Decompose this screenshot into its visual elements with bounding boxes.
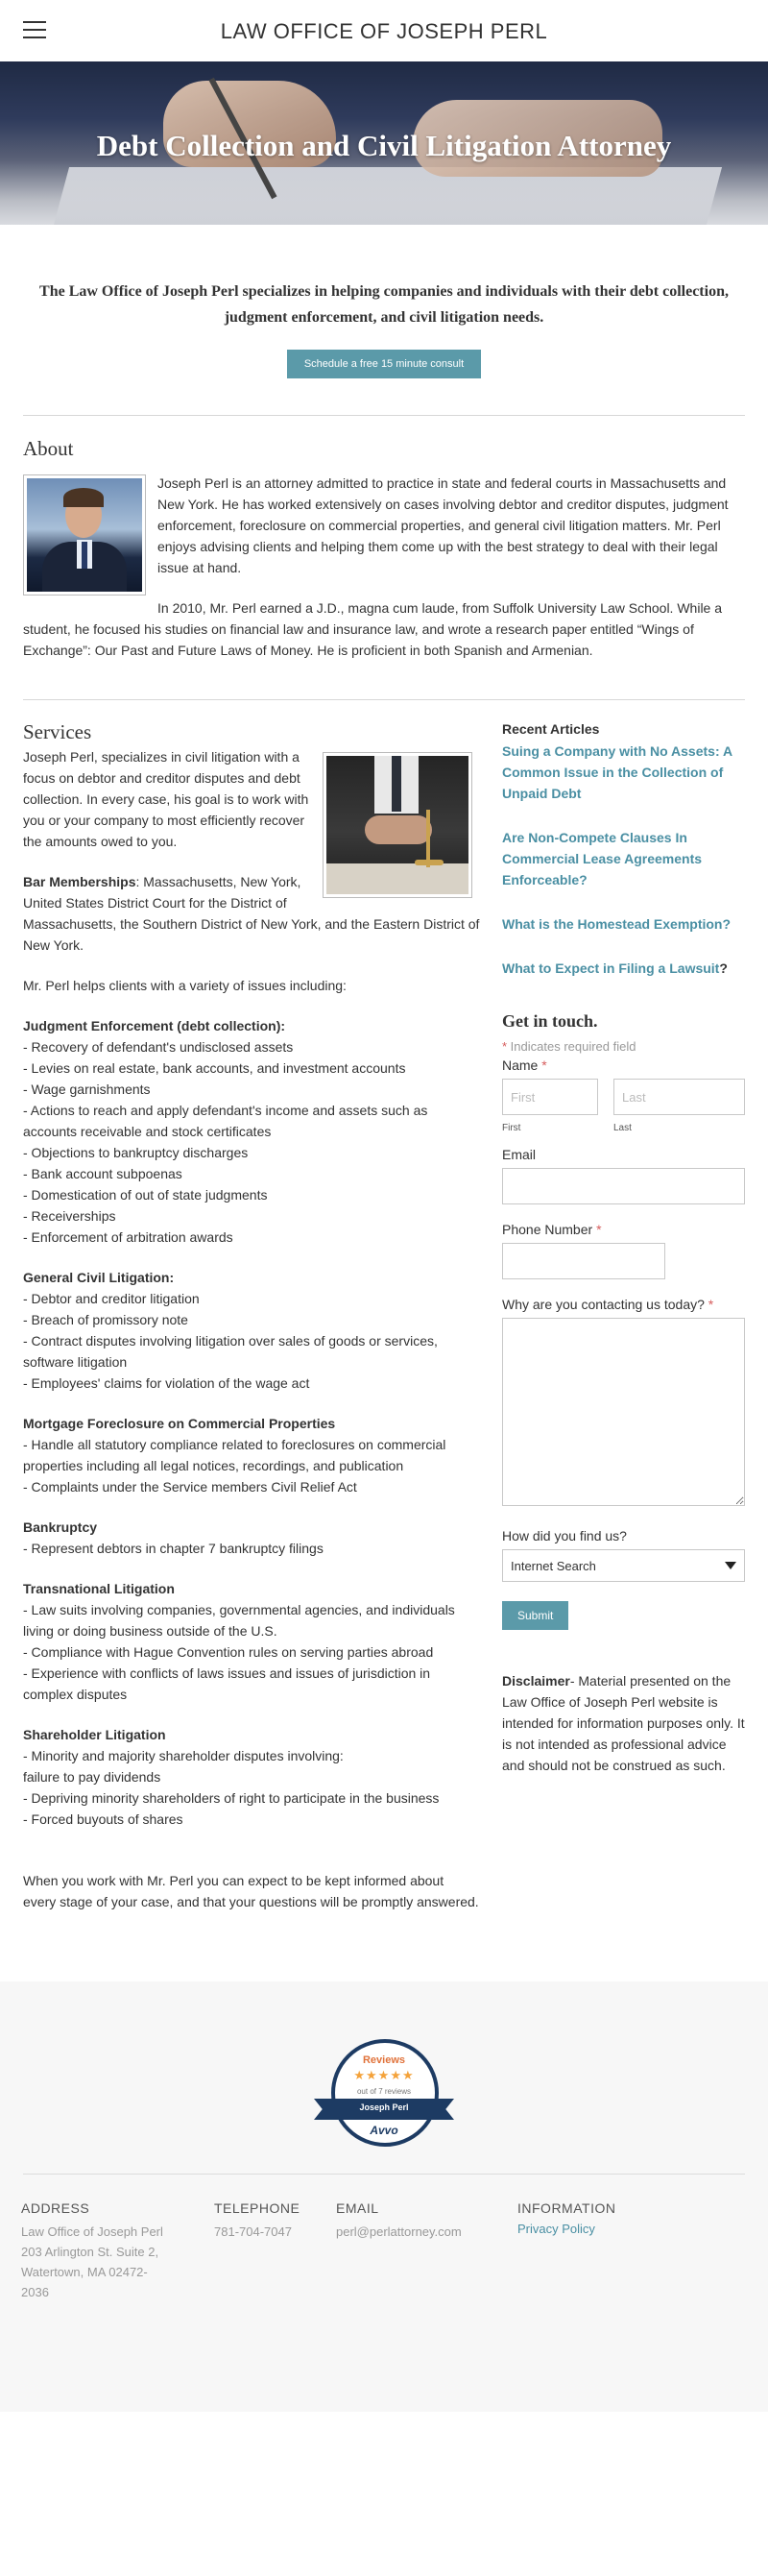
star-rating-icon: ★★★★★ bbox=[353, 2068, 415, 2082]
services-helps: Mr. Perl helps clients with a variety of issues including: bbox=[23, 978, 347, 993]
service-item: - Domestication of out of state judgments bbox=[23, 1187, 268, 1203]
service-item: failure to pay dividends bbox=[23, 1769, 161, 1785]
message-textarea[interactable] bbox=[502, 1318, 745, 1506]
service-group-title: Bankruptcy bbox=[23, 1519, 98, 1535]
service-item: - Levies on real estate, bank accounts, and investment accounts bbox=[23, 1060, 406, 1076]
service-item: - Breach of promissory note bbox=[23, 1312, 188, 1327]
bar-memberships-label: Bar Memberships bbox=[23, 874, 136, 889]
services-closing: When you work with Mr. Perl you can expect to be kept informed about every stage of your case, and that your questions will be promptly answered. bbox=[23, 1873, 479, 1909]
service-item: - Compliance with Hague Convention rules on serving parties abroad bbox=[23, 1644, 434, 1660]
bar-memberships-text: : Massachusetts, New York, United States District Court for the District of Massachusetts, the Southern District of New York, and the Eastern District of New York. bbox=[23, 874, 480, 953]
contact-heading: Get in touch. bbox=[502, 1011, 598, 1031]
article-link[interactable]: Are Non-Compete Clauses In Commercial Lease Agreements Enforceable? bbox=[502, 830, 703, 887]
service-group-title: Judgment Enforcement (debt collection): bbox=[23, 1018, 286, 1033]
privacy-policy-link[interactable]: Privacy Policy bbox=[517, 2222, 595, 2236]
service-item: - Bank account subpoenas bbox=[23, 1166, 182, 1181]
email-field[interactable] bbox=[502, 1168, 745, 1204]
service-item: - Contract disputes involving litigation over sales of goods or services, software litigation bbox=[23, 1333, 438, 1370]
information-heading: INFORMATION bbox=[517, 2200, 616, 2216]
hero-title: Debt Collection and Civil Litigation Attorney bbox=[96, 129, 672, 162]
address-line: Law Office of Joseph Perl bbox=[21, 2224, 163, 2239]
service-item: - Handle all statutory compliance related to foreclosures on commercial properties including all legal notices, recordings, and publication bbox=[23, 1437, 446, 1473]
hero-banner bbox=[0, 61, 768, 225]
why-label: Why are you contacting us today? * bbox=[502, 1297, 714, 1312]
about-paragraph-2: In 2010, Mr. Perl earned a J.D., magna cum laude, from Suffolk University Law School. While a student, he focused his studies on financial law and insurance law, and wrote a research paper entitled “Wings of Exchange”: Our Past and Future Laws of Money. He is proficient in both Spanish and Armenian. bbox=[23, 600, 723, 658]
phone-label: Phone Number * bbox=[502, 1222, 602, 1237]
service-item: - Employees' claims for violation of the wage act bbox=[23, 1375, 310, 1391]
name-label: Name * bbox=[502, 1057, 547, 1073]
about-heading: About bbox=[23, 437, 74, 460]
address-line: 203 Arlington St. Suite 2, bbox=[21, 2245, 159, 2259]
address-line: 2036 bbox=[21, 2285, 49, 2299]
email-heading: EMAIL bbox=[336, 2200, 379, 2216]
service-group-title: General Civil Litigation: bbox=[23, 1270, 175, 1285]
how-found-value: Internet Search bbox=[511, 1558, 596, 1573]
address-line: Watertown, MA 02472- bbox=[21, 2265, 148, 2279]
disclaimer bbox=[502, 1670, 745, 1776]
email-address[interactable]: perl@perlattorney.com bbox=[336, 2224, 462, 2239]
main-content bbox=[0, 700, 768, 1912]
site-title[interactable]: LAW OFFICE OF JOSEPH PERL bbox=[220, 19, 548, 43]
about-section bbox=[0, 416, 768, 661]
service-item: - Wage garnishments bbox=[23, 1081, 151, 1097]
service-group-title: Transnational Litigation bbox=[23, 1581, 175, 1596]
services-photo bbox=[323, 752, 472, 898]
services-section bbox=[23, 721, 480, 1912]
service-group bbox=[23, 1578, 480, 1705]
service-item: - Objections to bankruptcy discharges bbox=[23, 1145, 249, 1160]
service-item: - Enforcement of arbitration awards bbox=[23, 1229, 233, 1245]
service-group bbox=[23, 1413, 480, 1497]
service-item: - Law suits involving companies, governmental agencies, and individuals living or doing business outside of the U.S. bbox=[23, 1602, 455, 1639]
disclaimer-label: Disclaimer bbox=[502, 1673, 570, 1689]
first-name-sublabel: First bbox=[502, 1123, 521, 1133]
service-group bbox=[23, 1517, 480, 1559]
footer-information bbox=[517, 2200, 615, 2236]
service-group-title: Shareholder Litigation bbox=[23, 1727, 166, 1742]
how-found-select[interactable] bbox=[502, 1549, 745, 1582]
service-item: - Actions to reach and apply defendant's income and assets such as accounts receivable and stock certificates bbox=[23, 1103, 428, 1139]
service-item: - Forced buyouts of shares bbox=[23, 1811, 183, 1827]
badge-reviews-label: Reviews bbox=[362, 2054, 406, 2066]
footer-telephone bbox=[214, 2200, 300, 2242]
intro-section bbox=[0, 225, 768, 378]
schedule-consult-button[interactable]: Schedule a free 15 minute consult bbox=[287, 350, 481, 378]
badge-name: Joseph Perl bbox=[359, 2102, 409, 2112]
service-group bbox=[23, 1267, 480, 1394]
recent-articles-heading: Recent Articles bbox=[502, 721, 600, 737]
how-label: How did you find us? bbox=[502, 1528, 627, 1543]
article-link[interactable]: Suing a Company with No Assets: A Common Issue in the Collection of Unpaid Debt bbox=[502, 743, 732, 801]
attorney-photo bbox=[23, 474, 146, 595]
service-item: - Recovery of defendant's undisclosed assets bbox=[23, 1039, 294, 1055]
footer-address bbox=[21, 2200, 194, 2302]
contact-form bbox=[502, 1011, 745, 1630]
site-footer bbox=[0, 1981, 768, 2412]
about-paragraph-1: Joseph Perl is an attorney admitted to practice in state and federal courts in Massachusetts and New York. He has worked extensively on cases involving debtor and creditor disputes, judgment enforcement, foreclosure on commercial properties, and general civil litigation matters. Mr. Perl enjoys advising clients and helping them come up with the best strategy to deal with their legal issue at hand. bbox=[157, 475, 729, 575]
article-link[interactable]: What is the Homestead Exemption? bbox=[502, 916, 732, 932]
submit-button[interactable]: Submit bbox=[502, 1601, 568, 1630]
chevron-down-icon bbox=[725, 1562, 736, 1569]
service-item: - Complaints under the Service members Civil Relief Act bbox=[23, 1479, 357, 1495]
footer-divider bbox=[23, 2174, 745, 2175]
service-item: - Minority and majority shareholder disputes involving: bbox=[23, 1748, 344, 1763]
badge-review-count: out of 7 reviews bbox=[356, 2087, 412, 2096]
recent-articles bbox=[502, 721, 745, 979]
service-item: - Debtor and creditor litigation bbox=[23, 1291, 200, 1306]
avvo-logo: Avvo bbox=[370, 2124, 398, 2137]
last-name-input[interactable] bbox=[613, 1079, 745, 1115]
intro-text: The Law Office of Joseph Perl specializes in helping companies and individuals with their debt collection, judgment enforcement, and civil litigation needs. bbox=[39, 283, 729, 326]
service-item: - Experience with conflicts of laws issues and issues of jurisdiction in complex disputes bbox=[23, 1665, 431, 1702]
telephone-number[interactable]: 781-704-7047 bbox=[214, 2224, 292, 2239]
service-item: - Represent debtors in chapter 7 bankruptcy filings bbox=[23, 1541, 324, 1556]
service-group bbox=[23, 1015, 480, 1248]
service-item: - Depriving minority shareholders of right to participate in the business bbox=[23, 1790, 440, 1806]
last-name-sublabel: Last bbox=[613, 1123, 632, 1133]
footer-email bbox=[336, 2200, 462, 2242]
services-intro: Joseph Perl, specializes in civil litigation with a focus on debtor and creditor disputes and debt collection. In every case, his goal is to work with you or your company to most efficiently recover the amounts owed to you. bbox=[23, 749, 309, 849]
required-hint: * Indicates required field bbox=[502, 1039, 636, 1054]
telephone-heading: TELEPHONE bbox=[214, 2200, 300, 2216]
service-item: - Receiverships bbox=[23, 1208, 116, 1224]
article-link[interactable]: What to Expect in Filing a Lawsuit? bbox=[502, 960, 728, 976]
services-heading: Services bbox=[23, 720, 92, 743]
sidebar bbox=[502, 721, 745, 1912]
avvo-reviews-badge[interactable] bbox=[314, 2039, 454, 2154]
address-heading: ADDRESS bbox=[21, 2200, 90, 2216]
email-label: Email bbox=[502, 1147, 537, 1162]
service-group bbox=[23, 1724, 480, 1830]
site-header bbox=[0, 0, 768, 61]
service-group-title: Mortgage Foreclosure on Commercial Properties bbox=[23, 1416, 336, 1431]
first-name-input[interactable] bbox=[502, 1079, 598, 1115]
phone-field[interactable] bbox=[502, 1243, 665, 1279]
disclaimer-text: - Material presented on the Law Office of Joseph Perl website is intended for information purposes only. It is not intended as professional advice and should not be construed as such. bbox=[502, 1673, 745, 1773]
